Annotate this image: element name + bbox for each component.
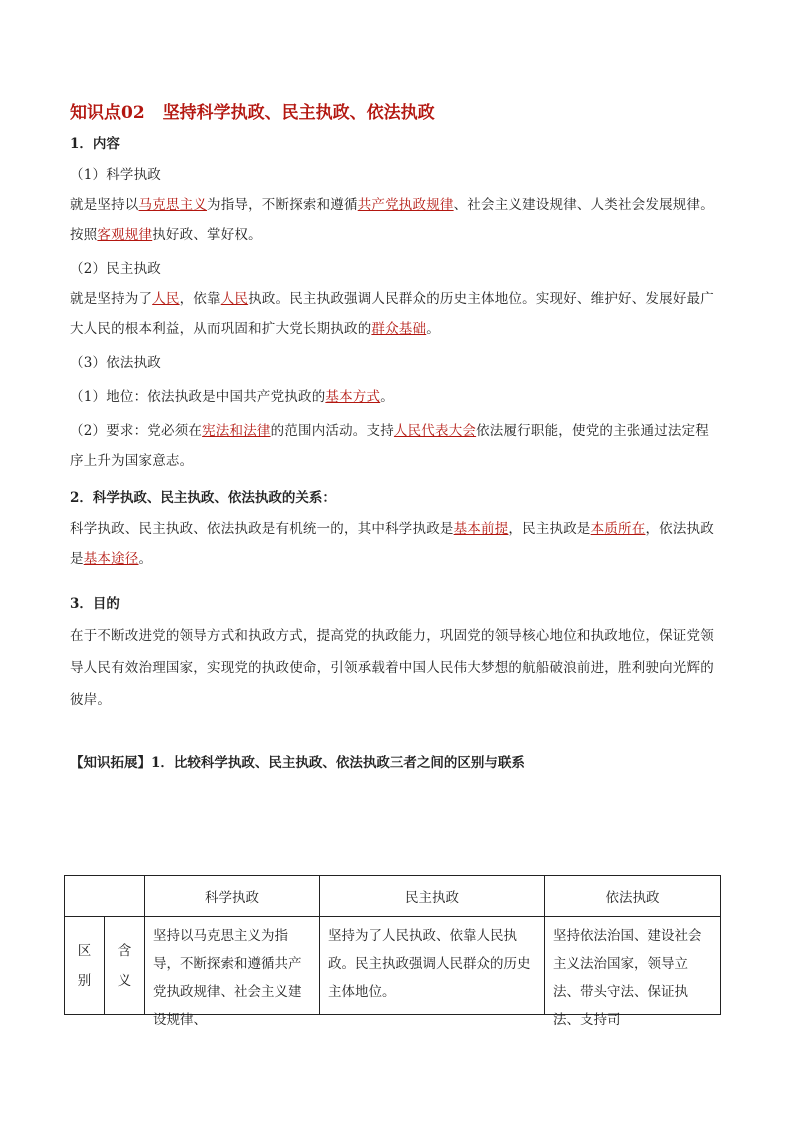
keyword: 基本方式 <box>325 389 381 405</box>
table-header: 科学执政 <box>145 876 320 917</box>
table-header-row <box>65 876 721 917</box>
keyword: 本质所在 <box>590 521 646 537</box>
keyword: 人民 <box>220 291 249 307</box>
section3-heading: 3．目的 <box>70 596 120 612</box>
law-requirement: （2）要求：党必须在宪法和法律的范围内活动。支持人民代表大会依法履行职能，使党的主张通过法定程序上升为国家意志。 <box>70 423 710 469</box>
law-status: （1）地位：依法执政是中国共产党执政的基本方式。 <box>70 389 394 405</box>
keyword: 宪法和法律 <box>202 423 271 439</box>
keyword: 人民 <box>152 291 180 307</box>
row-group-label: 区别 <box>65 917 105 1015</box>
keyword: 客观规律 <box>97 227 153 243</box>
demo-paragraph: 就是坚持为了人民，依靠人民执政。民主执政强调人民群众的历史主体地位。实现好、维护好、发展好最广大人民的根本利益，从而巩固和扩大党长期执政的群众基础。 <box>70 291 714 337</box>
page-title <box>70 100 720 126</box>
table-cell: 坚持依法治国、建设社会主义法治国家，领导立法、带头守法、保证执法、支持司 <box>545 917 721 1015</box>
table-header: 依法执政 <box>545 876 721 917</box>
sci-paragraph: 就是坚持以马克思主义为指导，不断探索和遵循共产党执政规律、社会主义建设规律、人类社会发展规律。按照客观规律执好政、掌好权。 <box>70 197 714 243</box>
row-label: 含义 <box>105 917 145 1015</box>
section2-heading: 2．科学执政、民主执政、依法执政的关系： <box>70 490 336 506</box>
law-label: （3）依法执政 <box>70 355 161 371</box>
purpose-paragraph: 在于不断改进党的领导方式和执政方式，提高党的执政能力，巩固党的领导核心地位和执政地位，保证党领导人民有效治理国家，实现党的执政使命，引领承载着中国人民伟大梦想的航船破浪前进，胜利驶向光辉的彼岸。 <box>70 628 714 708</box>
knowledge-extension: 【知识拓展】1．比较科学执政、民主执政、依法执政三者之间的区别与联系 <box>70 755 525 771</box>
title-number: 知识点02 <box>70 103 145 123</box>
keyword: 人民代表大会 <box>393 423 477 439</box>
keyword: 基本途径 <box>83 551 139 567</box>
keyword: 群众基础 <box>371 321 427 337</box>
section1-heading: 1．内容 <box>70 136 120 152</box>
relation-paragraph: 科学执政、民主执政、依法执政是有机统一的，其中科学执政是基本前提，民主执政是本质所在，依法执政是基本途径。 <box>70 521 714 567</box>
keyword: 基本前提 <box>453 521 509 537</box>
table-corner-cell <box>65 876 145 917</box>
comparison-table <box>64 875 721 1028</box>
table-cell: 坚持以马克思主义为指导，不断探索和遵循共产党执政规律、社会主义建设规律、 <box>145 917 320 1015</box>
document-page <box>70 100 720 774</box>
sci-label: （1）科学执政 <box>70 167 161 183</box>
keyword: 马克思主义 <box>138 197 207 213</box>
title-text: 坚持科学执政、民主执政、依法执政 <box>162 103 435 123</box>
table-row <box>65 917 721 1015</box>
table-header: 民主执政 <box>320 876 545 917</box>
table-cell: 坚持为了人民执政、依靠人民执政。民主执政强调人民群众的历史主体地位。 <box>320 917 545 1015</box>
keyword: 共产党执政规律 <box>357 197 454 213</box>
demo-label: （2）民主执政 <box>70 261 161 277</box>
